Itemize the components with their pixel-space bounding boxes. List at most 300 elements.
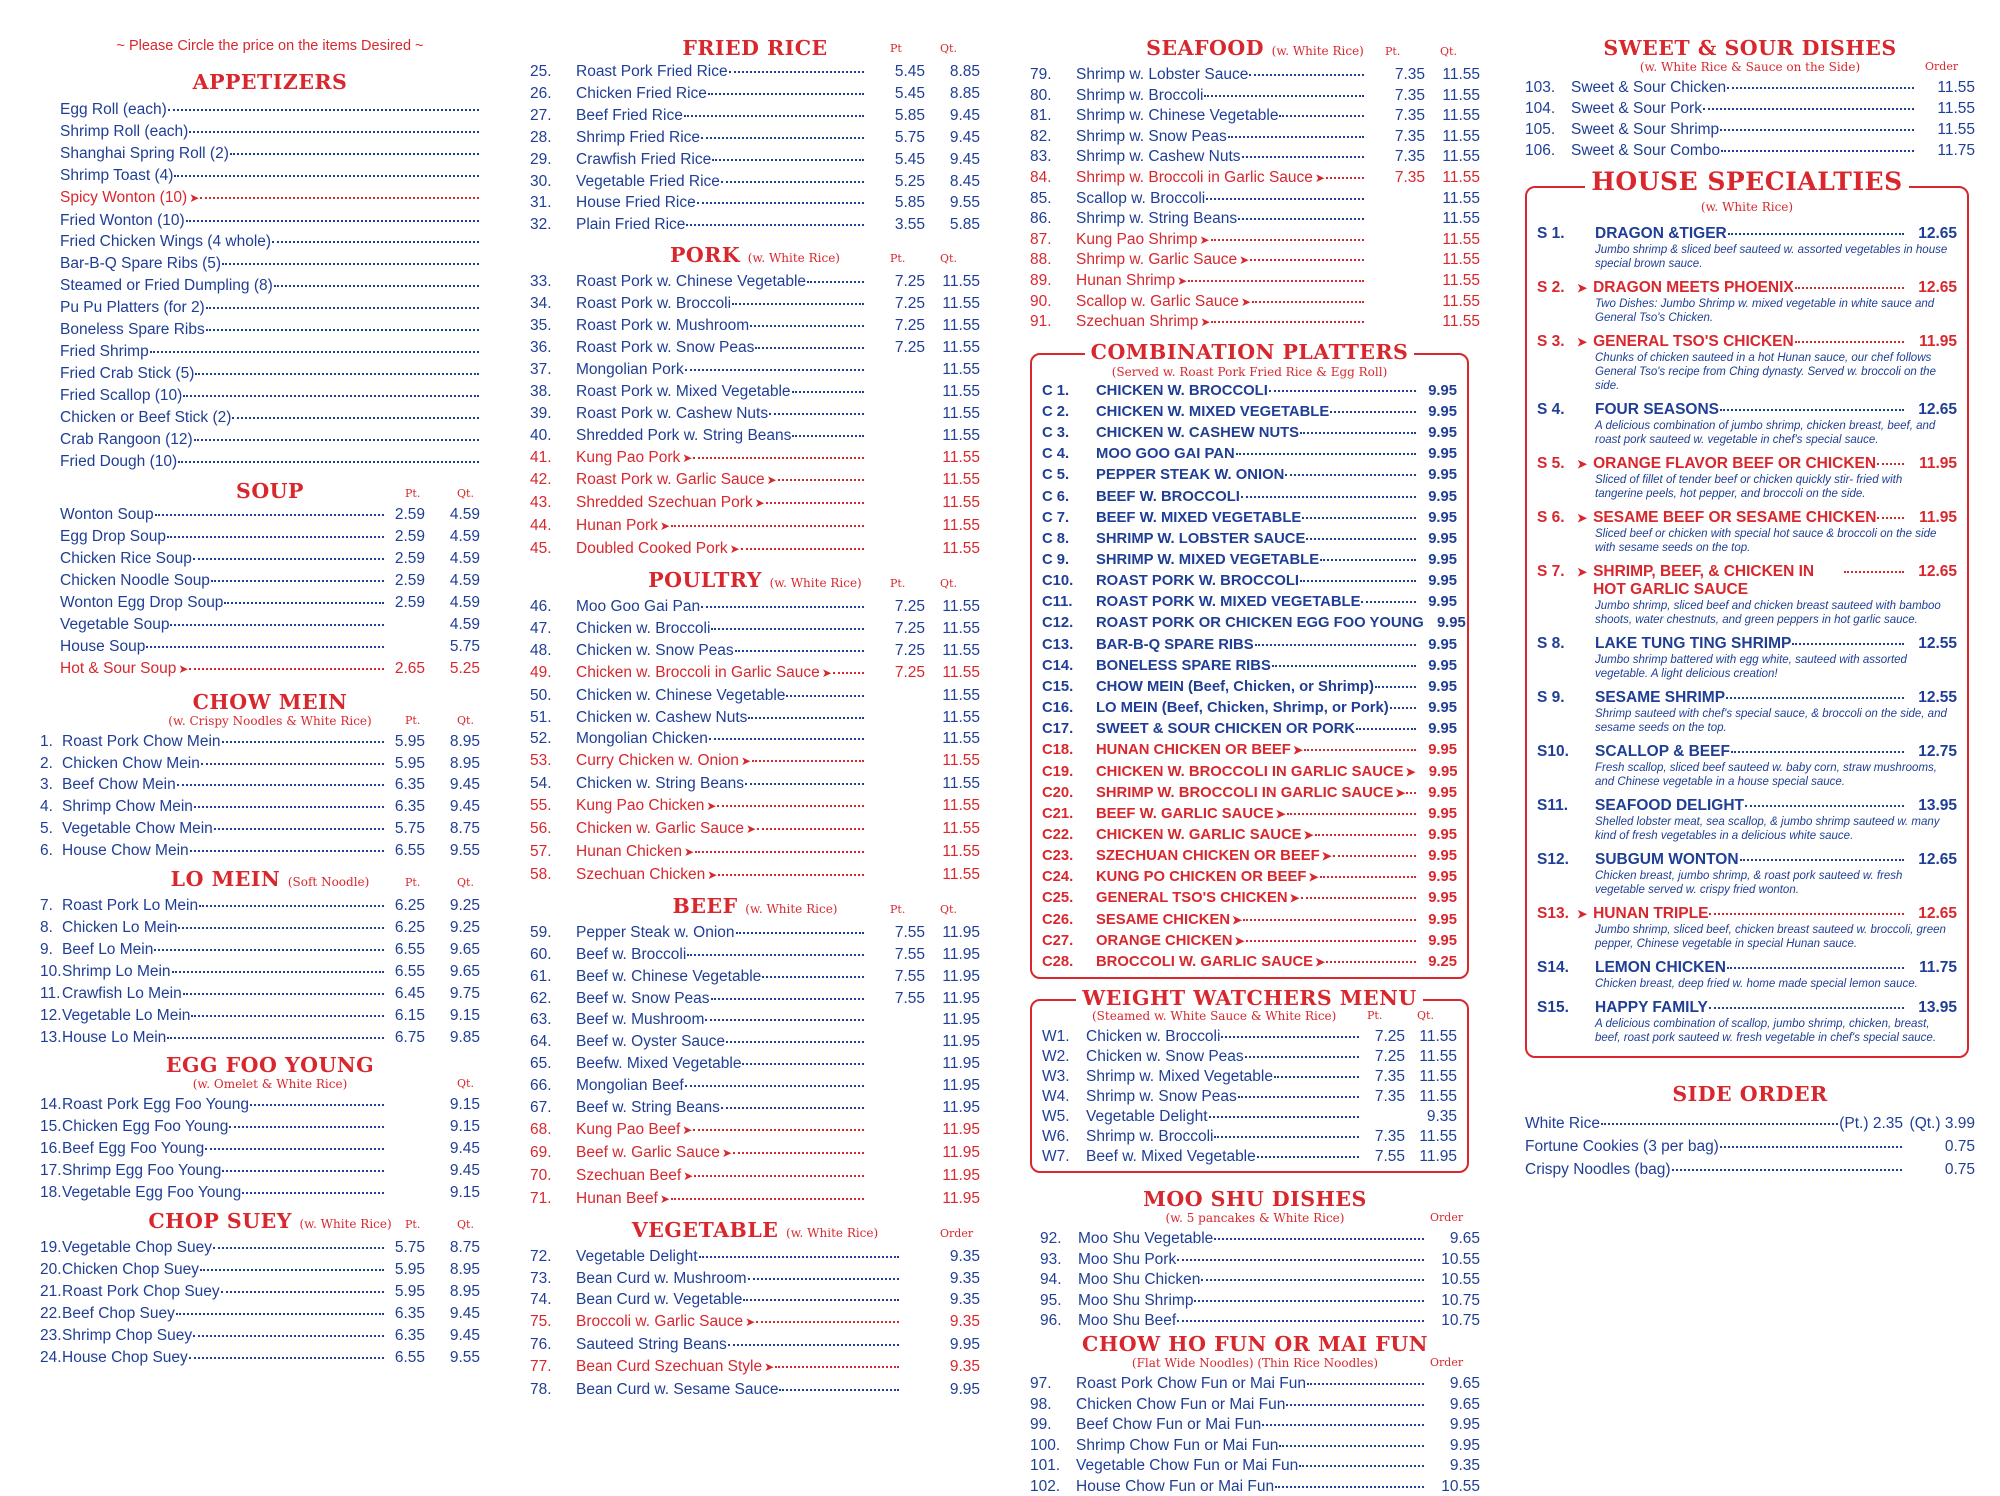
- specialty-item[interactable]: [1537, 686, 1957, 735]
- quart-price[interactable]: 9.95: [1428, 805, 1457, 822]
- quart-price[interactable]: 4.59: [449, 506, 480, 524]
- quart-price[interactable]: 9.75: [449, 984, 480, 1002]
- quart-price[interactable]: 9.95: [1428, 382, 1457, 399]
- quart-price[interactable]: 11.55: [1419, 1128, 1457, 1146]
- quart-price[interactable]: 11.55: [942, 752, 980, 770]
- specialty-row: [1537, 506, 1957, 527]
- leader-dots: [1287, 799, 1416, 815]
- quart-price[interactable]: 9.95: [1428, 467, 1457, 484]
- quart-price[interactable]: 11.55: [942, 494, 980, 512]
- quart-price[interactable]: 11.55: [942, 686, 980, 704]
- quart-price[interactable]: 11.55: [1442, 210, 1480, 228]
- quart-price[interactable]: 9.65: [1449, 1230, 1480, 1248]
- quart-price[interactable]: 11.55: [1419, 1028, 1457, 1046]
- quart-price[interactable]: 9.25: [1428, 953, 1457, 970]
- quart-price[interactable]: 9.45: [449, 1326, 480, 1344]
- menu-item[interactable]: [530, 1333, 980, 1355]
- quart-price[interactable]: 10.75: [1441, 1291, 1480, 1309]
- pint-price[interactable]: 7.35: [1374, 1128, 1405, 1146]
- quart-price[interactable]: 11.55: [942, 865, 980, 883]
- menu-item[interactable]: [40, 1346, 480, 1368]
- quart-price[interactable]: 0.75: [1944, 1161, 1975, 1178]
- quart-price[interactable]: 11.95: [942, 989, 980, 1007]
- menu-item[interactable]: [60, 450, 480, 472]
- quart-price[interactable]: 9.95: [1428, 848, 1457, 865]
- specialty-item[interactable]: [1537, 398, 1957, 447]
- quart-price[interactable]: 10.55: [1441, 1478, 1480, 1496]
- item-name: Beef Chow Fun or Mai Fun: [1076, 1416, 1262, 1434]
- specialty-item[interactable]: [1537, 902, 1957, 951]
- quart-price[interactable]: 4.59: [449, 594, 480, 612]
- section-subtitle: (Steamed w. White Sauce & White Rice): [1092, 1009, 1337, 1024]
- pint-price[interactable]: 6.45: [394, 984, 425, 1002]
- pint-price[interactable]: 6.75: [394, 1028, 425, 1046]
- quart-price[interactable]: 8.85: [949, 63, 980, 80]
- quart-price[interactable]: 11.55: [942, 641, 980, 659]
- item-price[interactable]: 12.55: [1918, 635, 1957, 652]
- pint-price[interactable]: 7.35: [1374, 1068, 1405, 1086]
- quart-price[interactable]: 9.95: [1428, 573, 1457, 590]
- quart-price[interactable]: 11.55: [942, 273, 980, 291]
- section-subtitle: (w. Crispy Noodles & White Rice): [168, 713, 372, 728]
- specialty-item[interactable]: [1537, 996, 1957, 1045]
- pint-price[interactable]: 7.35: [1394, 66, 1425, 83]
- quart-price[interactable]: 9.95: [1428, 763, 1458, 780]
- pint-price[interactable]: 7.25: [894, 641, 925, 659]
- quart-price[interactable]: 8.95: [449, 1282, 480, 1300]
- item-price[interactable]: 11.95: [1919, 509, 1957, 526]
- item-number: 90.: [1030, 292, 1052, 310]
- pint-price[interactable]: 6.35: [394, 776, 425, 794]
- pint-price[interactable]: 5.95: [394, 732, 425, 750]
- menu-item[interactable]: [530, 358, 980, 380]
- pint-price[interactable]: 6.35: [394, 1304, 425, 1322]
- menu-item[interactable]: [1042, 1145, 1457, 1165]
- menu-item[interactable]: [1030, 1475, 1480, 1496]
- item-price[interactable]: 13.95: [1918, 797, 1957, 814]
- pint-price[interactable]: 6.55: [394, 842, 425, 860]
- pint-price[interactable]: 7.35: [1394, 86, 1425, 104]
- item-price[interactable]: 12.65: [1918, 851, 1957, 868]
- menu-item[interactable]: [530, 1355, 980, 1378]
- quart-price[interactable]: 11.55: [942, 448, 980, 466]
- pint-price[interactable]: 6.15: [394, 1006, 425, 1024]
- specialty-item[interactable]: [1537, 560, 1957, 627]
- menu-item[interactable]: [1040, 1309, 1480, 1330]
- quart-price[interactable]: 11.95: [942, 1120, 980, 1138]
- pint-price[interactable]: 7.35: [1394, 148, 1425, 166]
- quart-price[interactable]: 11.55: [1442, 292, 1480, 310]
- quart-price[interactable]: 11.55: [942, 730, 980, 748]
- quart-price[interactable]: 11.55: [1442, 86, 1480, 104]
- menu-item[interactable]: [40, 839, 480, 861]
- quart-price[interactable]: 9.95: [1428, 869, 1457, 886]
- item-price[interactable]: 11.95: [1919, 455, 1957, 472]
- quart-price[interactable]: 11.55: [942, 426, 980, 444]
- quart-price[interactable]: 9.95: [1428, 911, 1457, 928]
- pint-price[interactable]: 5.75: [394, 1238, 425, 1256]
- quart-price[interactable]: 11.55: [942, 708, 980, 726]
- pint-price[interactable]: 5.95: [394, 754, 425, 772]
- quart-price[interactable]: 11.55: [942, 663, 980, 681]
- quart-price[interactable]: 9.15: [449, 1006, 480, 1024]
- quart-price[interactable]: 9.95: [949, 1381, 980, 1399]
- quart-price[interactable]: 11.55: [942, 360, 980, 378]
- quart-price[interactable]: 11.95: [942, 1143, 980, 1161]
- quart-price[interactable]: 11.55: [1419, 1088, 1457, 1106]
- pint-price[interactable]: 7.25: [894, 273, 925, 291]
- pint-price[interactable]: 5.85: [894, 194, 925, 212]
- specialty-item[interactable]: [1537, 222, 1957, 271]
- item-price[interactable]: 12.65: [1918, 225, 1957, 242]
- specialty-item[interactable]: [1537, 956, 1957, 991]
- pint-price[interactable]: 2.59: [394, 594, 425, 612]
- pint-price[interactable]: 3.55: [894, 216, 925, 234]
- pint-price[interactable]: 5.45: [894, 63, 925, 80]
- quart-price[interactable]: 9.55: [949, 194, 980, 212]
- quart-price[interactable]: 9.95: [1428, 446, 1457, 463]
- quart-price[interactable]: 11.95: [942, 1077, 980, 1095]
- pint-price[interactable]: 7.25: [894, 598, 925, 616]
- quart-price[interactable]: 9.95: [1428, 403, 1457, 420]
- quart-price[interactable]: 11.55: [942, 820, 980, 838]
- quart-price[interactable]: 11.95: [942, 1099, 980, 1117]
- menu-item[interactable]: [530, 446, 980, 469]
- quart-price[interactable]: 9.95: [1428, 721, 1457, 738]
- quart-price[interactable]: 11.55: [1442, 230, 1480, 248]
- pint-price[interactable]: 6.25: [394, 919, 425, 936]
- menu-item[interactable]: [530, 468, 980, 491]
- quart-price[interactable]: 8.75: [449, 1238, 480, 1256]
- pint-price[interactable]: 2.65: [394, 659, 425, 677]
- quart-price[interactable]: 9.45: [449, 798, 480, 816]
- item-number: 59.: [530, 923, 552, 941]
- quart-price[interactable]: 11.55: [1442, 107, 1480, 125]
- quart-price[interactable]: 11.55: [942, 471, 980, 489]
- pint-price[interactable]: 7.25: [894, 317, 925, 335]
- quart-price[interactable]: 9.95: [1428, 657, 1457, 674]
- quart-price[interactable]: 11.55: [1937, 79, 1975, 96]
- leader-dots: [775, 1352, 899, 1368]
- quart-price[interactable]: 5.85: [949, 216, 980, 234]
- quart-price[interactable]: 10.55: [1441, 1250, 1480, 1268]
- item-name: House Chow Fun or Mai Fun: [1076, 1478, 1275, 1496]
- pint-price[interactable]: 7.55: [894, 923, 925, 941]
- specialty-item[interactable]: [1537, 330, 1957, 393]
- pint-price[interactable]: 7.55: [894, 989, 925, 1007]
- menu-item[interactable]: [1042, 1125, 1457, 1145]
- quart-price[interactable]: 9.65: [1449, 1375, 1480, 1393]
- chow-mein-list: [40, 730, 480, 861]
- leader-dots: [1406, 778, 1416, 794]
- item-name: Curry Chicken w. Onion: [576, 752, 739, 770]
- menu-item[interactable]: [530, 794, 980, 817]
- quart-price[interactable]: 10.75: [1441, 1312, 1480, 1330]
- pint-price[interactable]: 7.55: [1374, 1148, 1405, 1166]
- pint-price[interactable]: 6.55: [394, 1348, 425, 1366]
- quart-price[interactable]: 10.55: [1441, 1271, 1480, 1289]
- quart-price[interactable]: 9.95: [1428, 488, 1457, 505]
- quart-price[interactable]: 9.95: [1449, 1416, 1480, 1434]
- specialty-item[interactable]: [1537, 632, 1957, 681]
- specialty-item[interactable]: [1537, 740, 1957, 789]
- item-price[interactable]: 11.95: [1919, 333, 1957, 350]
- quart-price[interactable]: 11.95: [942, 1166, 980, 1184]
- pint-price[interactable]: 7.25: [894, 619, 925, 637]
- quart-price[interactable]: 4.59: [449, 550, 480, 568]
- quart-price[interactable]: 11.95: [942, 967, 980, 985]
- quart-price[interactable]: 9.95: [1428, 700, 1457, 717]
- pint-price[interactable]: 6.55: [394, 962, 425, 980]
- quart-price[interactable]: 9.35: [949, 1313, 980, 1331]
- pint-price[interactable]: 5.85: [894, 106, 925, 124]
- pint-price[interactable]: 7.25: [894, 338, 925, 356]
- quart-price[interactable]: 9.85: [449, 1028, 480, 1046]
- item-price[interactable]: 13.95: [1918, 999, 1957, 1016]
- hot-spicy-icon: ➤: [1292, 743, 1303, 758]
- quart-price[interactable]: 11.55: [942, 843, 980, 860]
- item-price[interactable]: 12.65: [1918, 563, 1957, 580]
- quart-price[interactable]: 9.95: [1428, 827, 1457, 843]
- specialty-item[interactable]: [1537, 452, 1957, 501]
- quart-price[interactable]: 9.95: [1428, 594, 1457, 611]
- menu-item[interactable]: [1042, 590, 1457, 611]
- pint-price[interactable]: 6.55: [394, 940, 425, 958]
- menu-item[interactable]: [530, 402, 980, 424]
- pint-price[interactable]: 7.35: [1394, 127, 1425, 145]
- quart-price[interactable]: 9.95: [1428, 932, 1457, 949]
- quart-price[interactable]: 11.55: [942, 295, 980, 313]
- quart-price[interactable]: 9.45: [949, 150, 980, 168]
- pint-price[interactable]: 7.25: [894, 663, 925, 681]
- quart-price[interactable]: 9.65: [449, 962, 480, 980]
- quart-price[interactable]: 5.25: [449, 659, 480, 677]
- quart-price[interactable]: 11.55: [1419, 1068, 1457, 1086]
- quart-price[interactable]: 9.95: [1428, 636, 1457, 653]
- menu-item[interactable]: [1042, 738, 1457, 759]
- quart-price[interactable]: 9.95: [1428, 678, 1457, 695]
- quart-price[interactable]: 9.35: [1449, 1457, 1480, 1475]
- quart-price[interactable]: 8.75: [449, 820, 480, 838]
- menu-item[interactable]: [1030, 84, 1480, 105]
- menu-item[interactable]: [1030, 145, 1480, 166]
- quart-price[interactable]: 8.95: [449, 1260, 480, 1278]
- menu-item[interactable]: [1042, 950, 1457, 971]
- pint-price[interactable]: 7.25: [1374, 1048, 1405, 1066]
- quart-price[interactable]: 9.95: [1428, 551, 1457, 568]
- pint-price[interactable]: 5.25: [894, 172, 925, 190]
- pint-price[interactable]: 5.95: [394, 1282, 425, 1300]
- quart-price[interactable]: 9.15: [449, 1096, 480, 1114]
- quart-price[interactable]: 9.35: [1426, 1108, 1457, 1126]
- quart-price[interactable]: 9.95: [1428, 890, 1457, 907]
- menu-item[interactable]: [1525, 1158, 1975, 1181]
- menu-item[interactable]: [530, 863, 980, 886]
- quart-price[interactable]: 11.55: [1442, 189, 1480, 207]
- quart-price[interactable]: 9.45: [949, 106, 980, 124]
- quart-label: Qt.: [940, 252, 957, 266]
- quart-price[interactable]: 11.55: [1419, 1048, 1457, 1066]
- leader-dots: [1302, 503, 1416, 519]
- quart-price[interactable]: 11.95: [942, 1033, 980, 1051]
- item-price[interactable]: 12.65: [1918, 905, 1957, 922]
- quart-price[interactable]: 11.55: [942, 338, 980, 356]
- quart-price[interactable]: 8.45: [949, 172, 980, 190]
- item-name: SEAFOOD DELIGHT: [1595, 797, 1744, 814]
- pint-price[interactable]: 5.45: [894, 150, 925, 168]
- item-name: FOUR SEASONS: [1595, 401, 1720, 418]
- pint-price[interactable]: 7.25: [1374, 1028, 1405, 1046]
- pint-label: Pt.: [405, 713, 421, 727]
- quart-price[interactable]: 11.55: [1442, 251, 1480, 269]
- item-price[interactable]: 12.65: [1918, 279, 1957, 296]
- menu-item[interactable]: [530, 1187, 980, 1210]
- quart-price[interactable]: 9.95: [1436, 615, 1466, 632]
- quart-price[interactable]: 9.35: [949, 1247, 980, 1265]
- pint-price[interactable]: 2.59: [394, 506, 425, 524]
- quart-price[interactable]: 8.85: [949, 84, 980, 102]
- pint-price[interactable]: 5.75: [894, 128, 925, 146]
- leader-dots: [1300, 418, 1416, 434]
- pint-price[interactable]: 7.35: [1374, 1088, 1405, 1106]
- quart-price[interactable]: 4.59: [449, 572, 480, 590]
- quart-price[interactable]: 9.65: [1449, 1395, 1480, 1413]
- quart-price[interactable]: 9.45: [449, 1140, 480, 1158]
- quart-price[interactable]: 9.45: [949, 128, 980, 146]
- pint-price[interactable]: (Pt.) 2.35: [1839, 1115, 1903, 1132]
- quart-price[interactable]: 11.95: [942, 1055, 980, 1073]
- pint-price[interactable]: 5.45: [894, 84, 925, 102]
- quart-price[interactable]: 11.55: [1442, 66, 1480, 83]
- leader-dots: [699, 1242, 899, 1258]
- pint-price[interactable]: 5.75: [394, 820, 425, 838]
- menu-item[interactable]: [530, 1378, 980, 1400]
- quart-price[interactable]: 9.45: [449, 1162, 480, 1180]
- specialty-item[interactable]: [1537, 848, 1957, 897]
- pint-price[interactable]: 6.25: [394, 897, 425, 915]
- pint-price[interactable]: 6.35: [394, 798, 425, 816]
- menu-item[interactable]: [530, 943, 980, 965]
- quart-price[interactable]: 9.15: [449, 1118, 480, 1136]
- pint-price[interactable]: 2.59: [394, 572, 425, 590]
- menu-item[interactable]: [530, 639, 980, 661]
- pint-price[interactable]: 2.59: [394, 528, 425, 546]
- quart-price[interactable]: 11.55: [942, 404, 980, 422]
- quart-price[interactable]: 4.59: [449, 615, 480, 633]
- quart-price[interactable]: 9.25: [449, 919, 480, 936]
- quart-price[interactable]: 9.95: [1428, 425, 1457, 442]
- item-number: C13.: [1042, 636, 1074, 653]
- quart-price[interactable]: 9.95: [1428, 509, 1457, 526]
- item-price[interactable]: 12.65: [1918, 401, 1957, 418]
- quart-price[interactable]: 11.55: [942, 317, 980, 335]
- menu-item[interactable]: [1042, 760, 1457, 781]
- pint-price[interactable]: 7.25: [894, 295, 925, 313]
- quart-price[interactable]: 9.35: [949, 1291, 980, 1309]
- menu-item[interactable]: [1525, 139, 1975, 160]
- quart-price[interactable]: 11.55: [1937, 121, 1975, 138]
- specialty-item[interactable]: [1537, 276, 1957, 325]
- quart-price[interactable]: 11.55: [1442, 127, 1480, 145]
- pint-price[interactable]: 7.35: [1394, 107, 1425, 125]
- item-price[interactable]: 12.75: [1918, 743, 1957, 760]
- quart-price[interactable]: 11.55: [942, 598, 980, 616]
- quart-price[interactable]: 9.95: [1428, 784, 1457, 801]
- menu-item[interactable]: [530, 661, 980, 684]
- quart-price[interactable]: 9.65: [449, 940, 480, 958]
- pint-price[interactable]: 5.95: [394, 1260, 425, 1278]
- menu-item[interactable]: [40, 1026, 480, 1048]
- pint-price[interactable]: 7.35: [1394, 168, 1425, 186]
- quart-price[interactable]: 11.55: [1937, 100, 1975, 117]
- quart-price[interactable]: 11.75: [1937, 142, 1975, 159]
- quart-price[interactable]: 9.45: [449, 776, 480, 794]
- specialty-item[interactable]: [1537, 794, 1957, 843]
- menu-item[interactable]: [40, 1181, 480, 1203]
- quart-price[interactable]: 11.55: [1442, 148, 1480, 166]
- quart-price[interactable]: 11.95: [942, 1011, 980, 1029]
- specialty-item[interactable]: [1537, 506, 1957, 555]
- menu-item[interactable]: [530, 213, 980, 235]
- item-name: Bean Curd w. Vegetable: [576, 1291, 743, 1309]
- quart-price[interactable]: 11.95: [942, 1189, 980, 1207]
- quart-price[interactable]: 8.95: [449, 732, 480, 750]
- pint-price[interactable]: 2.59: [394, 550, 425, 568]
- pint-price[interactable]: 6.35: [394, 1326, 425, 1344]
- quart-price[interactable]: 9.45: [449, 1304, 480, 1322]
- item-price[interactable]: 11.75: [1919, 959, 1957, 976]
- quart-price[interactable]: 9.95: [1428, 742, 1457, 759]
- item-price[interactable]: 12.55: [1918, 689, 1957, 706]
- menu-item[interactable]: [1042, 1045, 1457, 1065]
- quart-price[interactable]: 11.55: [942, 517, 980, 535]
- quart-price[interactable]: 9.35: [949, 1269, 980, 1287]
- pint-price[interactable]: 7.55: [894, 967, 925, 985]
- quart-price[interactable]: 11.55: [942, 540, 980, 558]
- quart-price[interactable]: 11.55: [1442, 168, 1480, 186]
- quart-price[interactable]: 11.95: [942, 923, 980, 941]
- quart-price[interactable]: 11.55: [1442, 313, 1480, 331]
- quart-price[interactable]: 9.35: [949, 1358, 980, 1376]
- quart-price[interactable]: 9.95: [949, 1336, 980, 1354]
- quart-price[interactable]: 11.95: [942, 945, 980, 963]
- leader-dots: [685, 355, 864, 371]
- menu-item[interactable]: [60, 657, 480, 680]
- quart-price[interactable]: 9.15: [449, 1184, 480, 1202]
- quart-price[interactable]: 8.95: [449, 754, 480, 772]
- menu-item[interactable]: [530, 537, 980, 560]
- quart-price[interactable]: (Qt.) 3.99: [1909, 1115, 1975, 1132]
- quart-price[interactable]: 9.55: [449, 842, 480, 860]
- quart-price[interactable]: 11.55: [942, 797, 980, 815]
- menu-item[interactable]: [1030, 310, 1480, 331]
- quart-price[interactable]: 9.25: [449, 897, 480, 915]
- menu-item[interactable]: [530, 380, 980, 402]
- quart-price[interactable]: 11.55: [942, 382, 980, 400]
- quart-price[interactable]: 9.95: [1428, 530, 1457, 547]
- quart-price[interactable]: 11.55: [1442, 271, 1480, 289]
- quart-price[interactable]: 11.55: [942, 619, 980, 637]
- pint-price[interactable]: 7.55: [894, 945, 925, 963]
- quart-price[interactable]: 11.55: [942, 775, 980, 793]
- quart-price[interactable]: 11.95: [1419, 1148, 1457, 1166]
- menu-item[interactable]: [530, 1288, 980, 1310]
- quart-price[interactable]: 5.75: [449, 637, 480, 655]
- quart-price[interactable]: 4.59: [449, 528, 480, 546]
- quart-price[interactable]: 9.55: [449, 1348, 480, 1366]
- quart-price[interactable]: 0.75: [1944, 1138, 1975, 1155]
- quart-price[interactable]: 9.95: [1449, 1436, 1480, 1454]
